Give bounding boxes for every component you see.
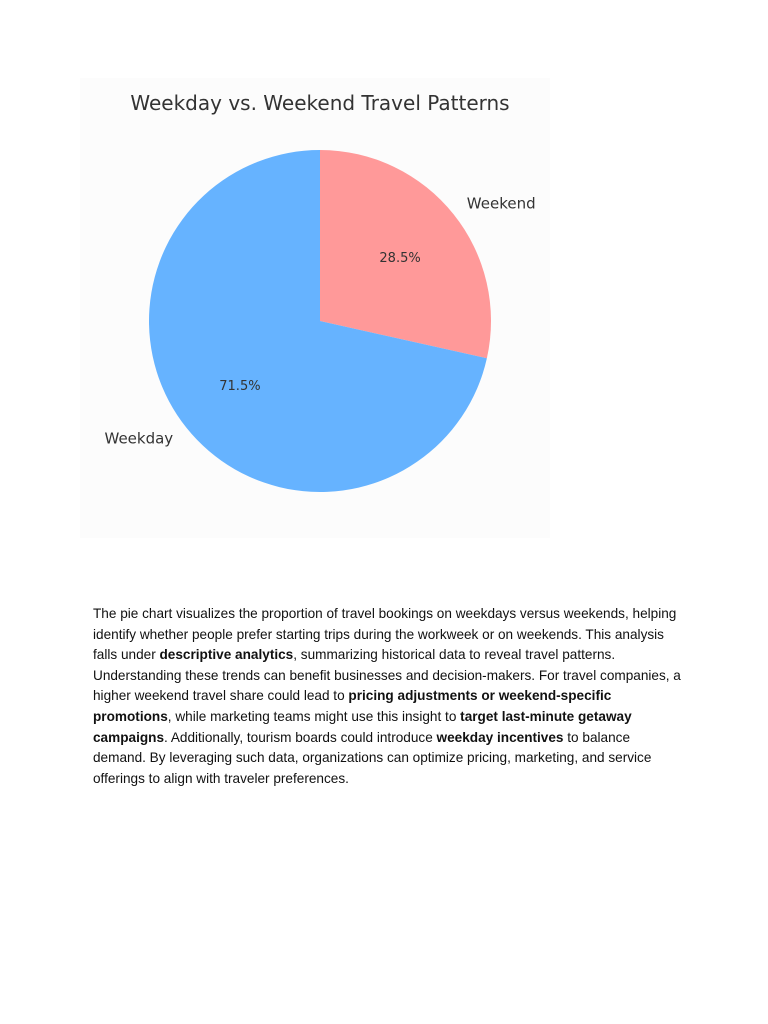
pie-category-label-weekday: Weekday: [104, 429, 174, 448]
pie-value-label-weekday: 71.5%: [219, 379, 261, 395]
pie-chart: [80, 78, 550, 538]
paragraph-text: The pie chart visualizes the proportion of travel bookings on weekdays versus weekends, helping identify whether people prefer starting trips during the workweek or on weekends. This analysis falls under: [93, 606, 677, 663]
paragraph-emphasis: descriptive analytics: [159, 647, 294, 663]
pie-value-label-weekend: 28.5%: [379, 250, 421, 266]
pie-slices: [149, 150, 491, 492]
chart-title: Weekday vs. Weekend Travel Patterns: [130, 91, 510, 115]
pie-category-label-weekend: Weekend: [466, 194, 536, 213]
paragraph-text: . Additionally, tourism boards could introduce: [164, 729, 437, 745]
paragraph-emphasis: target last-minute getaway campaigns: [93, 708, 632, 745]
description-paragraph: [93, 604, 683, 789]
pie-chart-figure: [80, 78, 550, 538]
paragraph-text: to balance demand. By leveraging such data, organizations can optimize pricing, marketing, and service offerings to align with traveler preferences.: [93, 729, 652, 786]
paragraph-text: , summarizing historical data to reveal travel patterns. Understanding these trends can benefit businesses and decision-makers. For travel companies, a higher weekend travel share could lead to: [93, 647, 681, 704]
paragraph-text: , while marketing teams might use this insight to: [167, 708, 461, 724]
paragraph-emphasis: pricing adjustments or weekend-specific promotions: [93, 688, 612, 724]
paragraph-emphasis: weekday incentives: [436, 729, 564, 745]
